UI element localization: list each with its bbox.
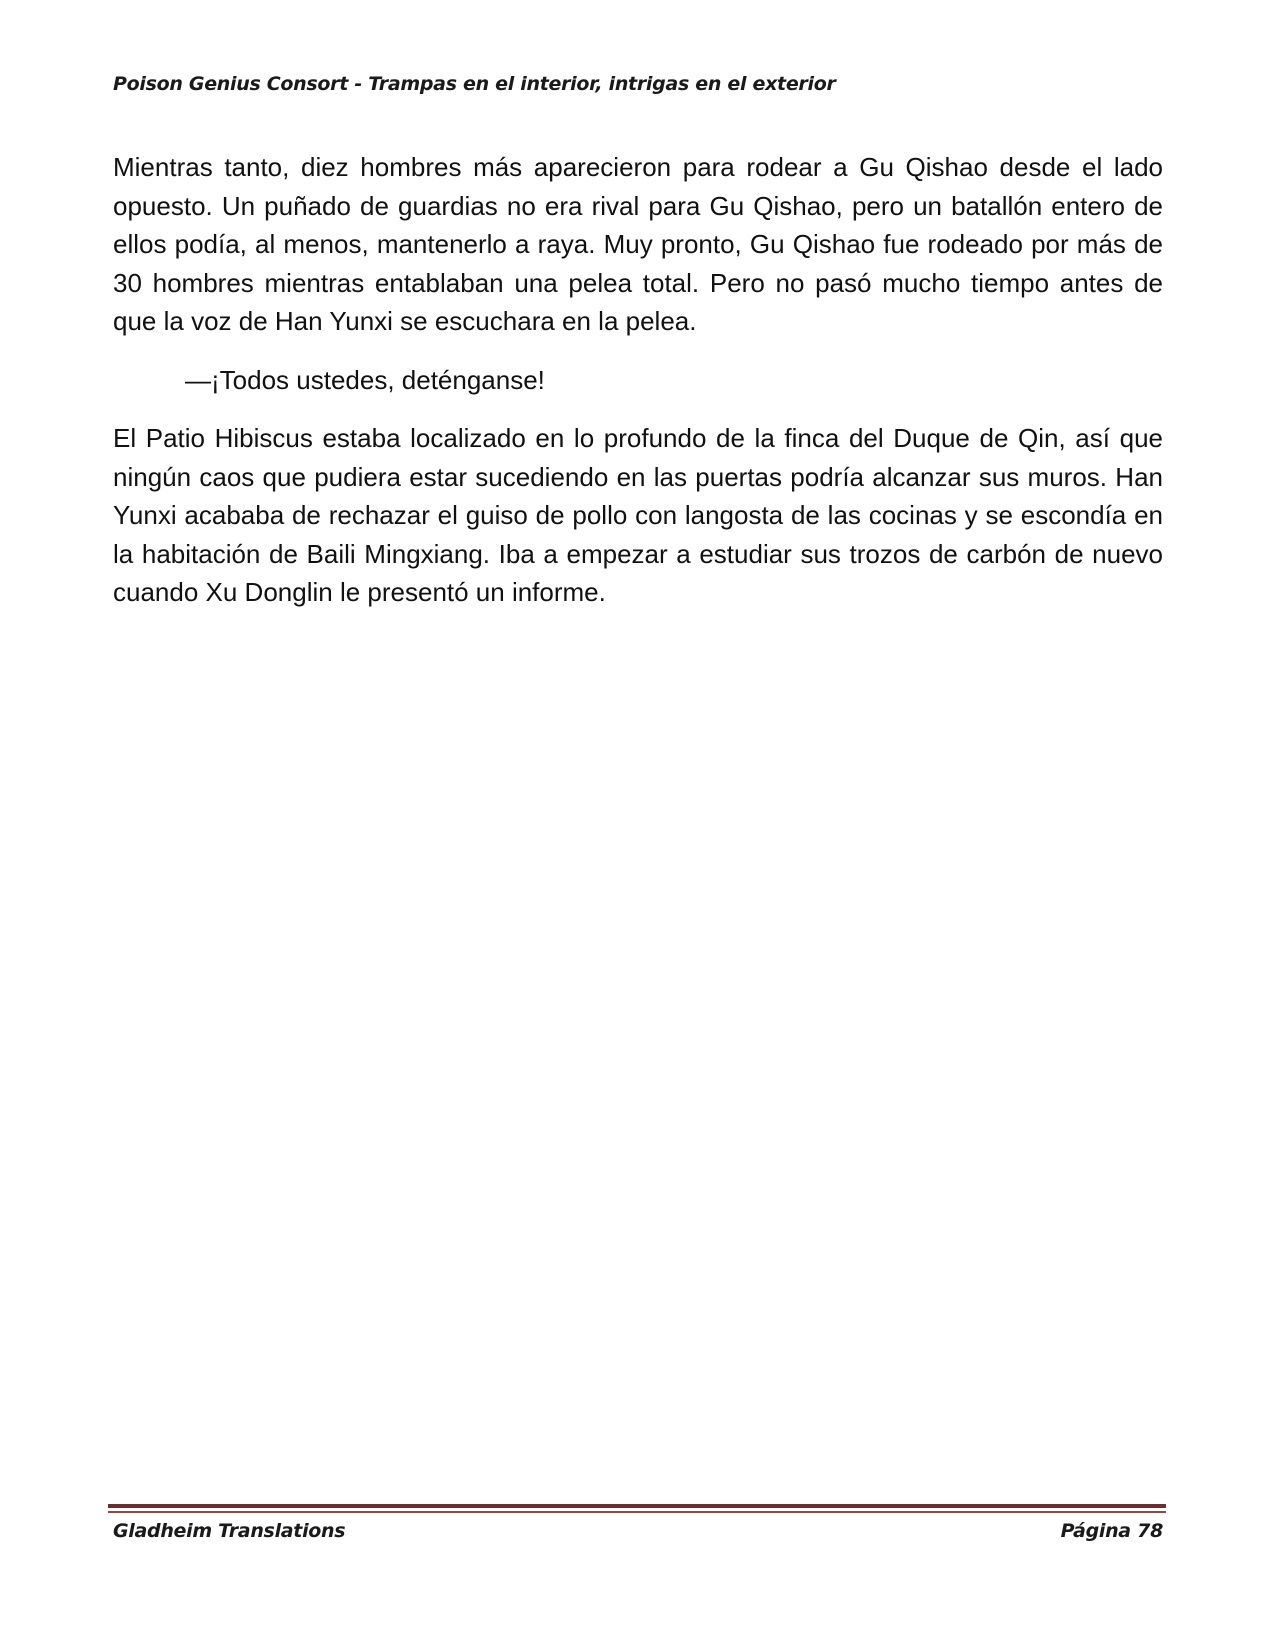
paragraph: El Patio Hibiscus estaba localizado en lo profundo de la finca del Duque de Qin, así que ningún caos que pudiera estar sucediendo en las puertas podría alcanzar sus muros. Han Yunxi acababa de rechazar el guiso de pollo con langosta de las cocinas y se escondía en la habitación de Baili Mingxiang. Iba a empezar a estudiar sus trozos de carbón de nuevo cuando Xu Donglin le presentó un informe. — [113, 423, 1163, 607]
dialogue-line: —¡Todos ustedes, deténganse! — [185, 364, 545, 395]
footer-divider — [108, 1504, 1166, 1508]
footer-divider-thin — [108, 1511, 1166, 1513]
document-body — [113, 148, 1163, 632]
page-header-title: Poison Genius Consort - Trampas en el interior, intrigas en el exterior — [113, 73, 836, 95]
footer-publisher: Gladheim Translations — [113, 1520, 346, 1542]
paragraph: Mientras tanto, diez hombres más aparecieron para rodear a Gu Qishao desde el lado opuesto. Un puñado de guardias no era rival para Gu Qishao, pero un batallón entero de ellos podía, al menos, mantenerlo a raya. Muy pronto, Gu Qishao fue rodeado por más de 30 hombres mientras entablaban una pelea total. Pero no pasó mucho tiempo antes de que la voz de Han Yunxi se escuchara en la pelea. — [113, 152, 1163, 336]
page-number: Página 78 — [1060, 1520, 1163, 1542]
